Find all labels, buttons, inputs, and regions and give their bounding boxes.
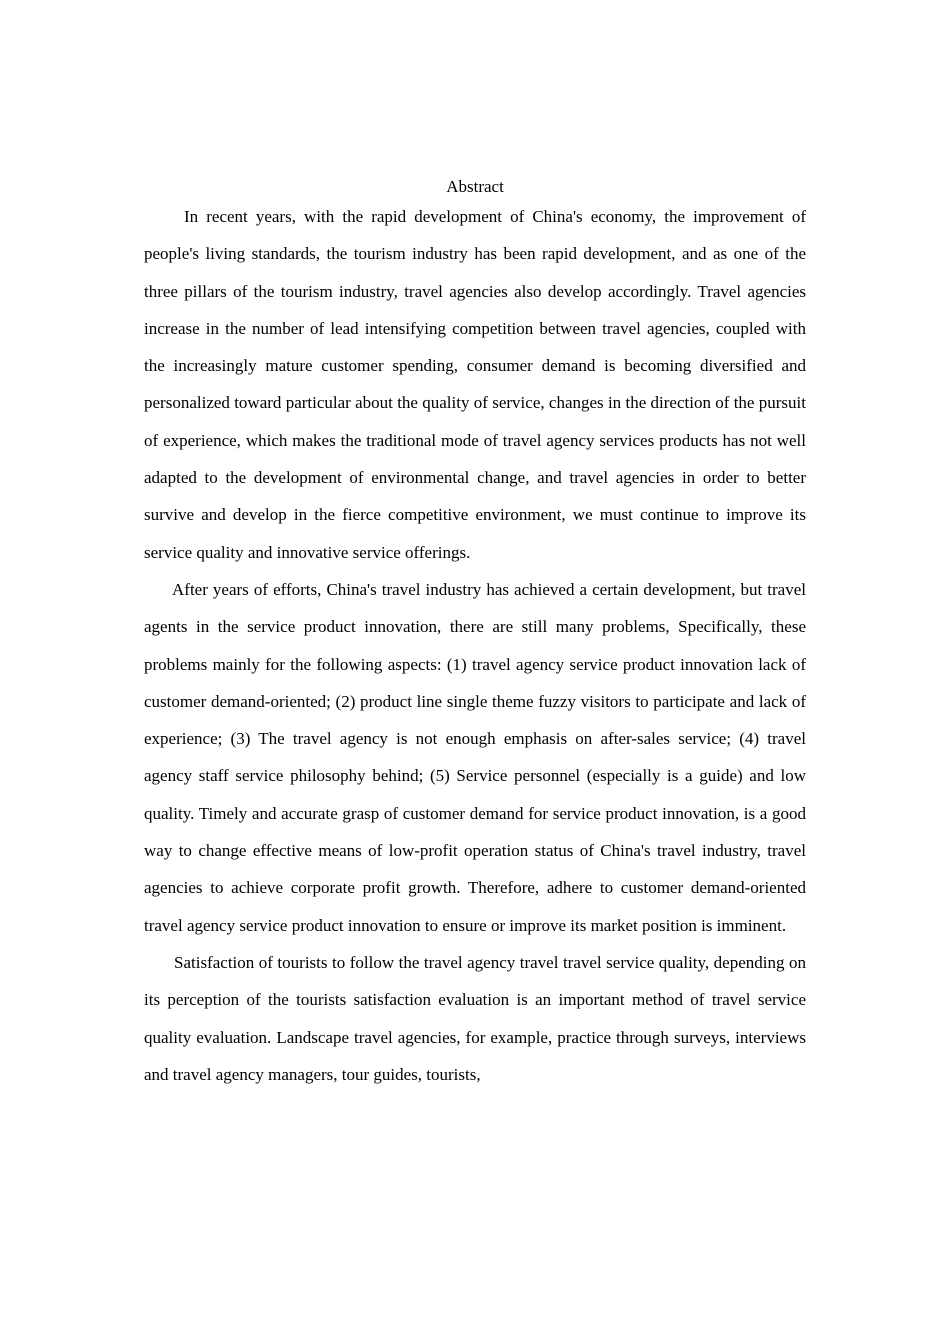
document-title: Abstract	[446, 177, 504, 196]
paragraph: In recent years, with the rapid development of China's economy, the improvement of people's living standards, the tourism industry has been rapid development, and as one of the three pillars of the tourism industry, travel agencies also develop accordingly. Travel agencies increase in the number of lead intensifying competition between travel agencies, coupled with the increasingly mature customer spending, consumer demand is becoming diversified and personalized toward particular about the quality of service, changes in the direction of the pursuit of experience, which makes the traditional mode of travel agency services products has not well adapted to the development of environmental change, and travel agencies in order to better survive and develop in the fierce competitive environment, we must continue to improve its service quality and innovative service offerings.	[144, 207, 806, 562]
document-body	[144, 176, 806, 1093]
paragraph: Satisfaction of tourists to follow the travel agency travel travel service quality, depending on its perception of the tourists satisfaction evaluation is an important method of travel service quality evaluation. Landscape travel agencies, for example, practice through surveys, interviews and travel agency managers, tour guides, tourists,	[144, 952, 806, 1084]
paragraph: After years of efforts, China's travel industry has achieved a certain development, but travel agents in the service product innovation, there are still many problems, Specifically, these problems mainly for the following aspects: (1) travel agency service product innovation lack of customer demand-oriented; (2) product line single theme fuzzy visitors to participate and lack of experience; (3) The travel agency is not enough emphasis on after-sales service; (4) travel agency staff service philosophy behind; (5) Service personnel (especially is a guide) and low quality. Timely and accurate grasp of customer demand for service product innovation, is a good way to change effective means of low-profit operation status of China's travel industry, travel agencies to achieve corporate profit growth. Therefore, adhere to customer demand-oriented travel agency service product innovation to ensure or improve its market position is imminent.	[144, 579, 806, 935]
